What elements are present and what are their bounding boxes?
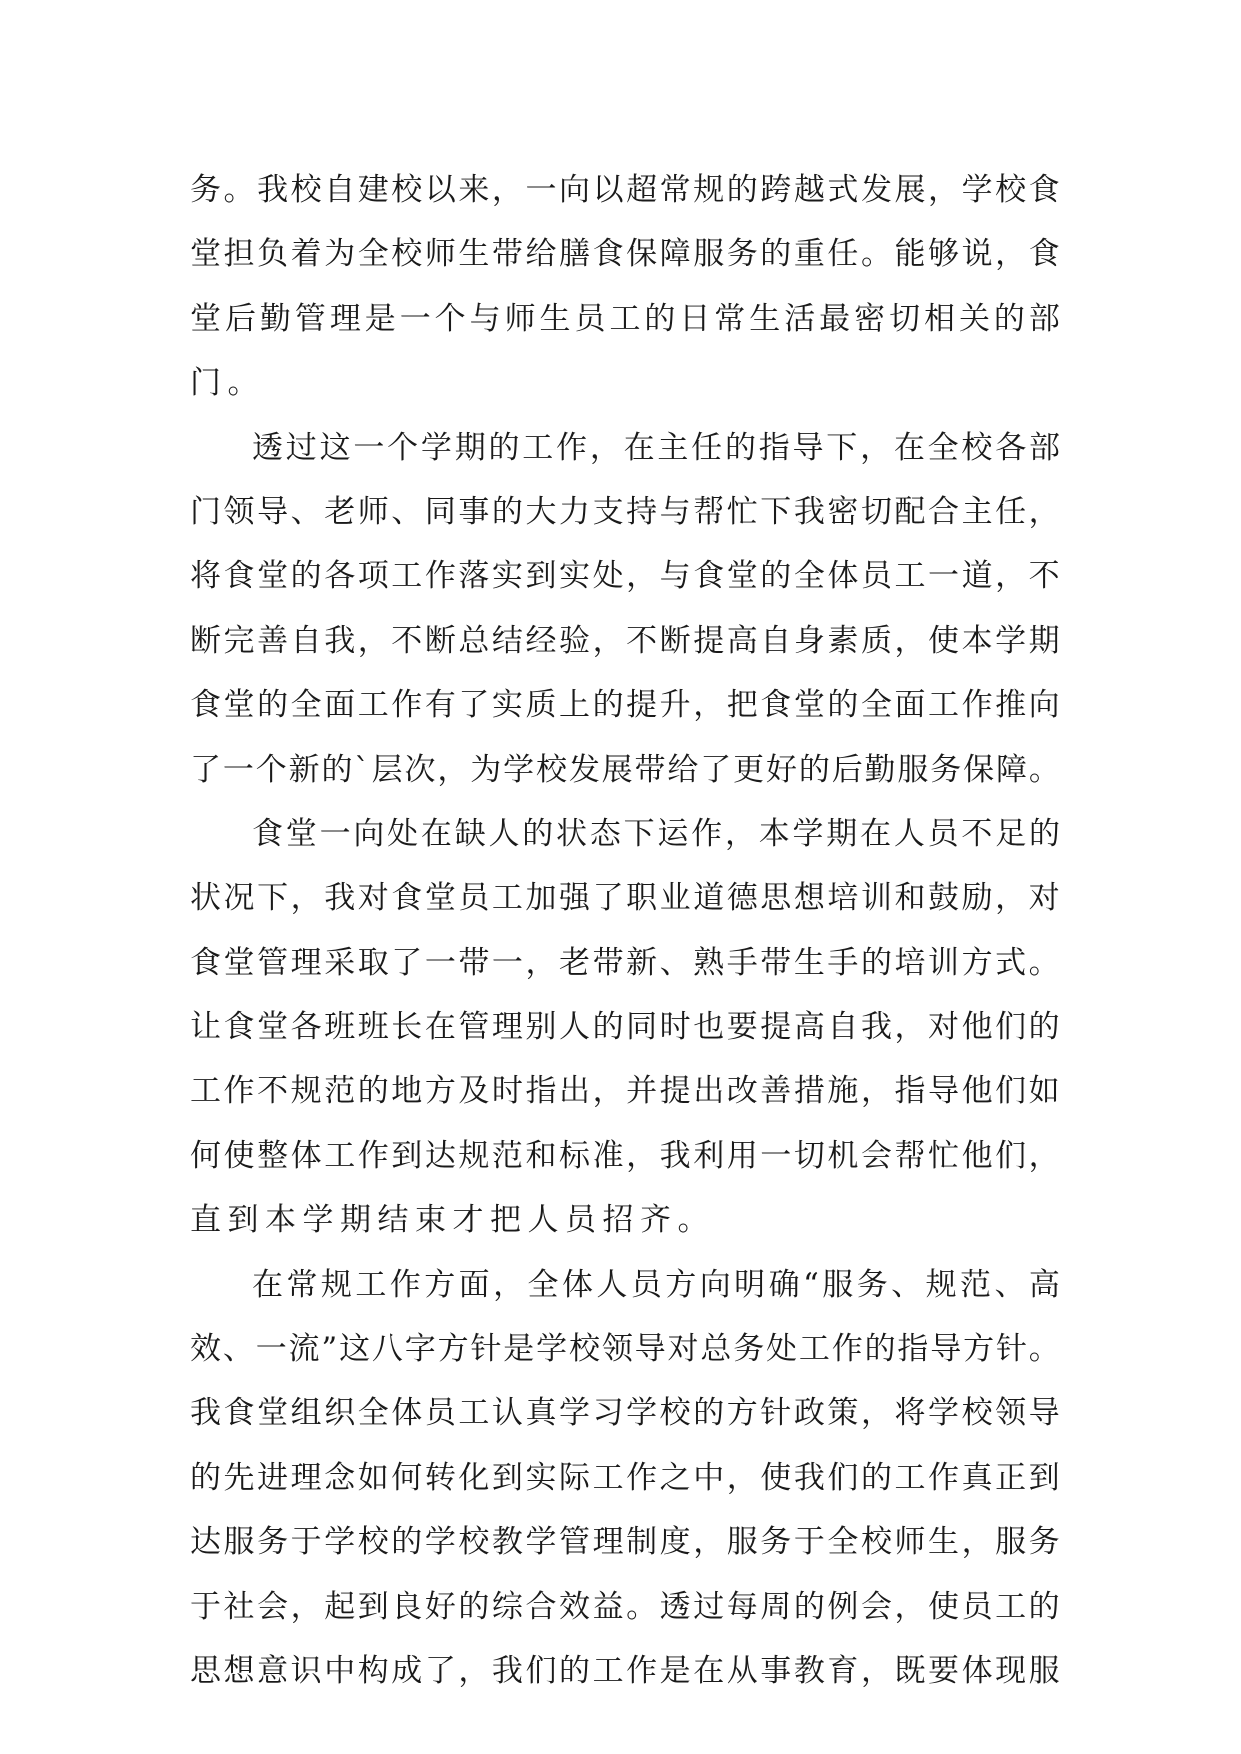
text-line: 门。 [190, 365, 265, 402]
text-line: 何 使 整 体 工 作 到 达 规 范 和 标 准 ， 我 利 用 一 切 机 会 帮 忙 他 们 ， [190, 1137, 1060, 1174]
text-line: 的 先 进 理 念 如 何 转 化 到 实 际 工 作 之 中 ， 使 我 们 的 工 作 真 正 到 [190, 1459, 1060, 1496]
text-line: 思 想 意 识 中 构 成 了 ， 我 们 的 工 作 是 在 从 事 教 育 ， 既 要 体 现 服 [190, 1652, 1060, 1689]
text-line: 直到本学期结束才把人员招齐。 [190, 1202, 715, 1239]
text-line: 断 完 善 自 我 ， 不 断 总 结 经 验 ， 不 断 提 高 自 身 素 质 ， 使 本 学 期 [190, 622, 1060, 659]
text-line: 让 食 堂 各 班 班 长 在 管 理 别 人 的 同 时 也 要 提 高 自 我 ， 对 他 们 的 [190, 1009, 1060, 1046]
text-line: 了 一 个 新 的 ` 层 次 ， 为 学 校 发 展 带 给 了 更 好 的 后 勤 服 务 保 障 。 [190, 751, 1060, 788]
text-line: 食 堂 管 理 采 取 了 一 带 一 ， 老 带 新 、 熟 手 带 生 手 的 培 训 方 式 。 [190, 944, 1060, 981]
text-line: 将 食 堂 的 各 项 工 作 落 实 到 实 处 ， 与 食 堂 的 全 体 员 工 一 道 ， 不 [190, 558, 1060, 595]
text-line: 堂 后 勤 管 理 是 一 个 与 师 生 员 工 的 日 常 生 活 最 密 切 相 关 的 部 [190, 300, 1060, 337]
text-line: 堂 担 负 着 为 全 校 师 生 带 给 膳 食 保 障 服 务 的 重 任 。 能 够 说 ， 食 [190, 236, 1060, 273]
text-line: 在 常 规 工 作 方 面 ， 全 体 人 员 方 向 明 确 “ 服 务 、 规 范 、 高 [252, 1266, 1060, 1303]
text-line: 工 作 不 规 范 的 地 方 及 时 指 出 ， 并 提 出 改 善 措 施 ， 指 导 他 们 如 [190, 1073, 1060, 1110]
text-line: 食 堂 一 向 处 在 缺 人 的 状 态 下 运 作 ， 本 学 期 在 人 员 不 足 的 [252, 815, 1060, 852]
text-line: 透 过 这 一 个 学 期 的 工 作 ， 在 主 任 的 指 导 下 ， 在 全 校 各 部 [252, 429, 1060, 466]
text-line: 状 况 下 ， 我 对 食 堂 员 工 加 强 了 职 业 道 德 思 想 培 训 和 鼓 励 ， 对 [190, 880, 1060, 917]
text-line: 务 。 我 校 自 建 校 以 来 ， 一 向 以 超 常 规 的 跨 越 式 发 展 ， 学 校 食 [190, 172, 1060, 208]
text-line: 效 、 一 流 ” 这 八 字 方 针 是 学 校 领 导 对 总 务 处 工 作 的 指 导 方 针 。 [190, 1331, 1060, 1368]
text-line: 达 服 务 于 学 校 的 学 校 教 学 管 理 制 度 ， 服 务 于 全 校 师 生 ， 服 务 [190, 1524, 1060, 1561]
text-line: 食 堂 的 全 面 工 作 有 了 实 质 上 的 提 升 ， 把 食 堂 的 全 面 工 作 推 向 [190, 687, 1060, 724]
text-line: 于 社 会 ， 起 到 良 好 的 综 合 效 益 。 透 过 每 周 的 例 会 ， 使 员 工 的 [190, 1588, 1060, 1625]
text-line: 我 食 堂 组 织 全 体 员 工 认 真 学 习 学 校 的 方 针 政 策 ， 将 学 校 领 导 [190, 1395, 1060, 1432]
text-line: 门 领 导 、 老 师 、 同 事 的 大 力 支 持 与 帮 忙 下 我 密 切 配 合 主 任 ， [190, 493, 1060, 530]
body-text [190, 158, 1060, 1703]
